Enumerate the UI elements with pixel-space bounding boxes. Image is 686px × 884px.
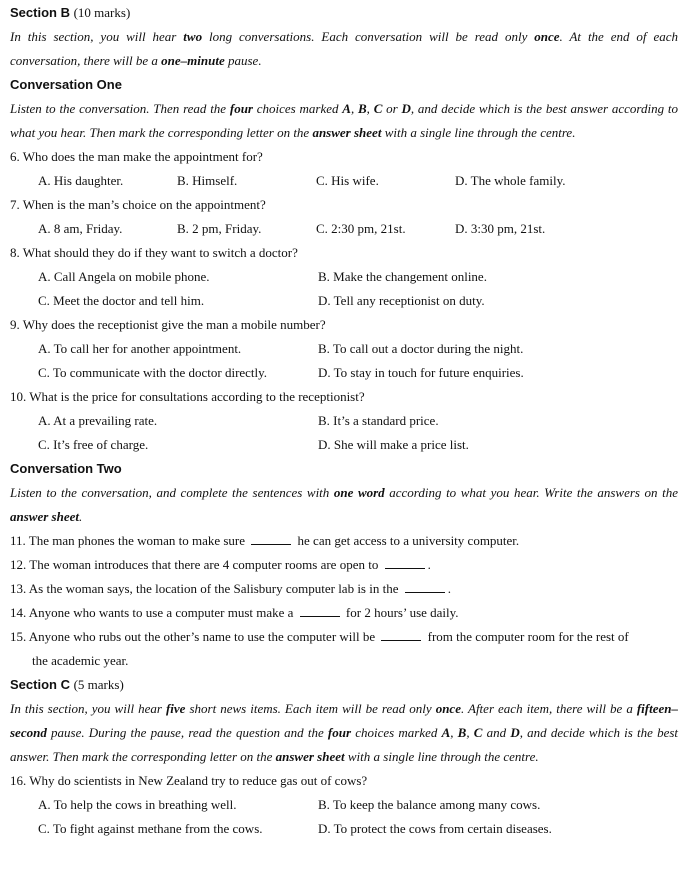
answer-blank[interactable]: [385, 556, 425, 569]
option-b: B. Make the changement online.: [318, 269, 487, 284]
question-7-options: [10, 217, 678, 241]
option-d: D. The whole family.: [455, 173, 566, 188]
item-text: 12. The woman introduces that there are 4 computer rooms are open to: [10, 557, 382, 572]
section-c-heading: [10, 673, 678, 697]
section-c-title: Section C: [10, 677, 70, 692]
option-d: D. To stay in touch for future enquiries.: [318, 365, 524, 380]
instr-emph: one–minute: [161, 53, 225, 68]
instr-emph: answer sheet: [275, 749, 345, 764]
option-a: A. His daughter.: [38, 173, 124, 188]
instr-text: with a single line through the centre.: [381, 125, 576, 140]
instr-emph: answer sheet: [10, 509, 79, 524]
instr-text: with a single line through the centre.: [344, 749, 539, 764]
section-c-instructions: [10, 697, 678, 769]
instr-text: Listen to the conversation. Then read the: [10, 101, 230, 116]
option-a: A. Call Angela on mobile phone.: [38, 269, 210, 284]
option-b: B. 2 pm, Friday.: [177, 221, 262, 236]
answer-blank[interactable]: [251, 532, 291, 545]
option-c: C. It’s free of charge.: [38, 437, 149, 452]
item-text: for 2 hours’ use daily.: [342, 605, 459, 620]
section-b-title: Section B: [10, 5, 70, 20]
option-c: C. To communicate with the doctor directly.: [38, 365, 268, 380]
option-c: C. To fight against methane from the cows.: [38, 821, 263, 836]
instr-emph: five: [165, 701, 186, 716]
instr-emph: A: [342, 101, 351, 116]
instr-emph: once: [534, 29, 560, 44]
instr-text: ,: [466, 725, 474, 740]
instr-text: pause. During the pause, read the question and the: [46, 725, 328, 740]
instr-text: In this section, you will hear: [10, 701, 166, 716]
instr-emph: answer sheet: [312, 125, 382, 140]
question-10-options-cd: [10, 433, 678, 457]
instr-emph: A: [441, 725, 451, 740]
option-d: D. Tell any receptionist on duty.: [318, 293, 485, 308]
instr-emph: once: [435, 701, 461, 716]
section-b-instructions: [10, 25, 678, 73]
question-16-options-cd: [10, 817, 678, 841]
instr-text: .: [78, 509, 83, 524]
answer-blank[interactable]: [381, 628, 421, 641]
conversation-two-instructions: [10, 481, 678, 529]
instr-text: , and decide which is the best answer. Then mark the corresponding letter on the: [10, 725, 679, 764]
instr-emph: C: [473, 725, 483, 740]
instr-text: In this section, you will hear: [10, 29, 184, 44]
instr-text: ,: [350, 101, 358, 116]
instr-emph: one word: [333, 485, 385, 500]
item-14: [10, 601, 678, 625]
option-a: A. At a prevailing rate.: [38, 413, 158, 428]
item-text: 13. As the woman says, the location of the Salisbury computer lab is in the: [10, 581, 402, 596]
option-c: C. Meet the doctor and tell him.: [38, 293, 205, 308]
instr-text: . At the end of each conversation, there will be a: [10, 29, 678, 68]
item-12: [10, 553, 678, 577]
question-10: 10. What is the price for consultations according to the receptionist?: [10, 389, 365, 404]
question-7: 7. When is the man’s choice on the appointment?: [10, 197, 266, 212]
answer-blank[interactable]: [405, 580, 445, 593]
conversation-one-heading: Conversation One: [10, 77, 122, 92]
section-c-marks: (5 marks): [73, 677, 124, 692]
item-text: .: [427, 557, 431, 572]
instr-text: Listen to the conversation, and complete the sentences with: [10, 485, 334, 500]
instr-text: long conversations. Each conversation will be read only: [202, 29, 535, 44]
instr-text: ,: [450, 725, 458, 740]
question-10-options-ab: [10, 409, 678, 433]
instr-text: choices marked: [252, 101, 343, 116]
option-a: A. To help the cows in breathing well.: [38, 797, 237, 812]
question-6: 6. Who does the man make the appointment for?: [10, 149, 263, 164]
section-b-marks: (10 marks): [73, 5, 131, 20]
option-d: D. To protect the cows from certain diseases.: [318, 821, 552, 836]
question-8-options-ab: [10, 265, 678, 289]
item-13: [10, 577, 678, 601]
option-c: C. 2:30 pm, 21st.: [316, 221, 406, 236]
instr-text: and: [482, 725, 511, 740]
instr-emph: B: [457, 725, 467, 740]
instr-emph: D: [401, 101, 411, 116]
instr-text: pause.: [224, 53, 262, 68]
option-b: B. To call out a doctor during the night.: [318, 341, 524, 356]
section-b-heading: [10, 1, 678, 25]
option-d: D. 3:30 pm, 21st.: [455, 221, 546, 236]
instr-emph: B: [358, 101, 367, 116]
item-15-continued: the academic year.: [32, 653, 129, 668]
conversation-two-heading: Conversation Two: [10, 461, 122, 476]
conversation-one-instructions: [10, 97, 678, 145]
instr-text: . After each item, there will be a: [460, 701, 637, 716]
question-8: 8. What should they do if they want to switch a doctor?: [10, 245, 298, 260]
question-9-options-cd: [10, 361, 678, 385]
item-text: from the computer room for the rest of: [424, 629, 629, 644]
item-15: [10, 625, 678, 649]
instr-text: according to what you hear. Write the answers on the: [384, 485, 679, 500]
option-a: A. 8 am, Friday.: [38, 221, 123, 236]
option-a: A. To call her for another appointment.: [38, 341, 242, 356]
option-b: B. It’s a standard price.: [318, 413, 439, 428]
question-6-options: [10, 169, 678, 193]
question-16-options-ab: [10, 793, 678, 817]
question-16: 16. Why do scientists in New Zealand try to reduce gas out of cows?: [10, 773, 368, 788]
option-d: D. She will make a price list.: [318, 437, 469, 452]
question-9: 9. Why does the receptionist give the man a mobile number?: [10, 317, 326, 332]
item-text: he can get access to a university computer.: [294, 533, 520, 548]
item-text: 15. Anyone who rubs out the other’s name to use the computer will be: [10, 629, 379, 644]
instr-text: short news items. Each item will be read only: [185, 701, 436, 716]
option-b: B. Himself.: [177, 173, 238, 188]
option-b: B. To keep the balance among many cows.: [318, 797, 541, 812]
item-11: [10, 529, 678, 553]
answer-blank[interactable]: [300, 604, 340, 617]
item-text: 11. The man phones the woman to make sure: [10, 533, 249, 548]
instr-text: or: [382, 101, 402, 116]
question-9-options-ab: [10, 337, 678, 361]
instr-emph: fifteen–second: [10, 701, 678, 740]
instr-text: , and decide which is the best answer according to what you hear. Then mark the corresponding letter on the: [10, 101, 679, 140]
instr-emph: four: [327, 725, 352, 740]
question-8-options-cd: [10, 289, 678, 313]
item-text: 14. Anyone who wants to use a computer must make a: [10, 605, 297, 620]
option-c: C. His wife.: [316, 173, 379, 188]
item-text: .: [447, 581, 451, 596]
instr-emph: D: [510, 725, 520, 740]
instr-emph: C: [373, 101, 383, 116]
instr-text: choices marked: [351, 725, 442, 740]
instr-emph: two: [183, 29, 203, 44]
instr-text: ,: [366, 101, 374, 116]
instr-emph: four: [229, 101, 253, 116]
